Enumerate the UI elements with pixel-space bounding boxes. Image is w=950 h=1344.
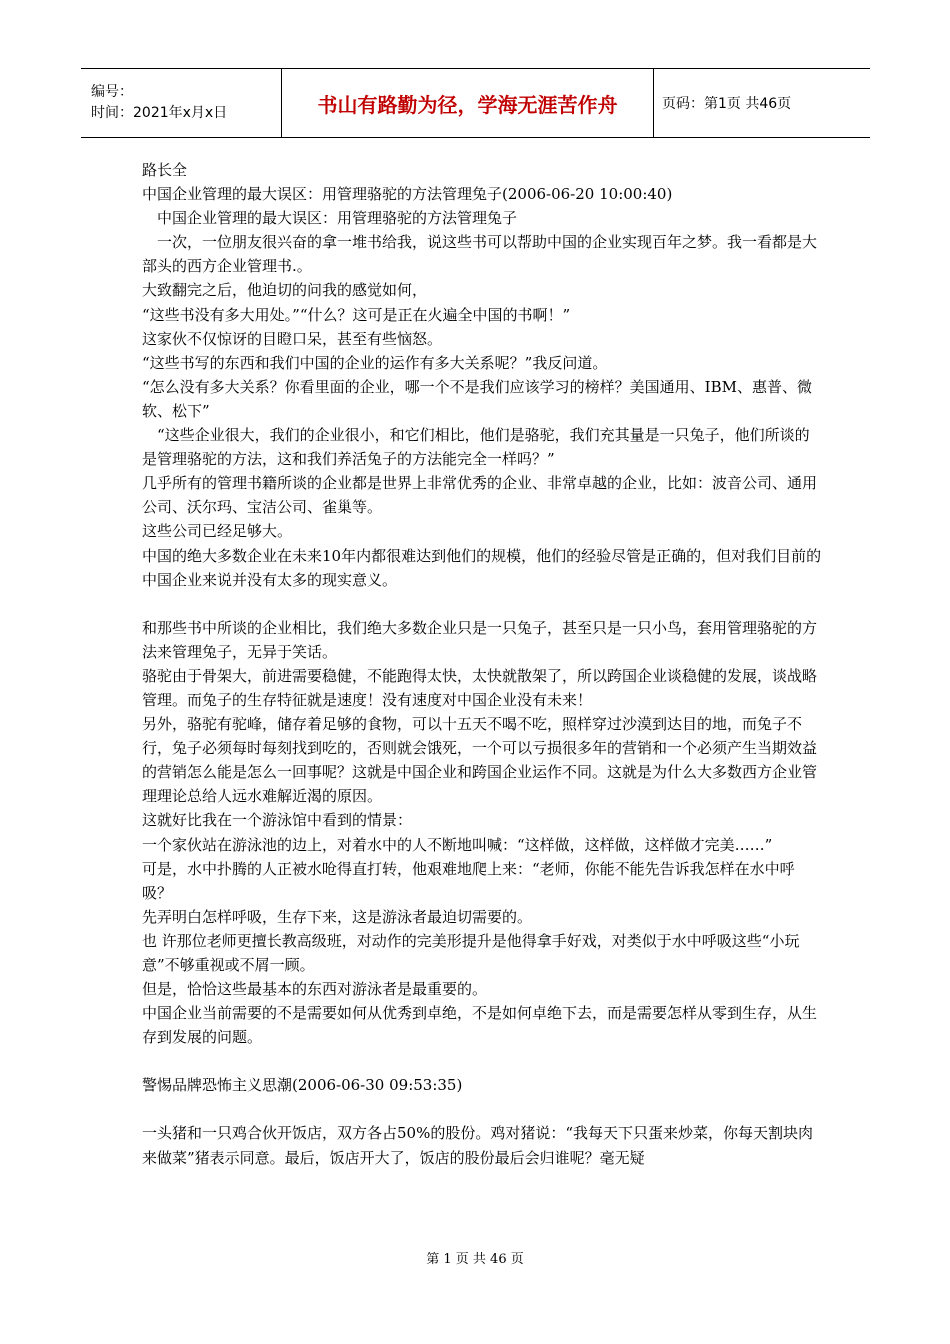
blank-line [142, 592, 822, 616]
paragraph: “这些企业很大，我们的企业很小，和它们相比，他们是骆驼，我们充其量是一只兔子，他们所谈的是管理骆驼的方法，这和我们养活兔子的方法能完全一样吗？” [142, 426, 810, 469]
paragraph: 警惕品牌恐怖主义思潮(2006-06-30 09:53:35) [142, 1076, 463, 1095]
paragraph: 也 许那位老师更擅长教高级班，对动作的完美形提升是他得拿手好戏，对类似于水中呼吸这些“小玩意”不够重视或不屑一顾。 [142, 931, 800, 974]
page-header [81, 68, 870, 138]
document-date: 时间：2021年x月x日 [91, 105, 228, 121]
motto-text: 书山有路勤为径，学海无涯苦作舟 [317, 92, 618, 117]
paragraph: 一次，一位朋友很兴奋的拿一堆书给我，说这些书可以帮助中国的企业实现百年之梦。我一看都是大部头的西方企业管理书.。 [142, 233, 818, 276]
paragraph: 这就好比我在一个游泳馆中看到的情景： [142, 811, 413, 830]
paragraph: 另外，骆驼有驼峰，储存着足够的食物，可以十五天不喝不吃，照样穿过沙漠到达目的地，而兔子不行，兔子必须每时每刻找到吃的，否则就会饿死，一个可以亏损很多年的营销和一个必须产生当期效益的营销怎么能是怎么一回事呢？这就是中国企业和跨国企业运作不同。这就是为什么大多数西方企业管理理论总给人远水难解近渴的原因。 [142, 715, 818, 806]
paragraph: 大致翻完之后，他迫切的问我的感觉如何， [142, 281, 428, 300]
blank-line [142, 1049, 822, 1073]
paragraph: 先弄明白怎样呼吸，生存下来，这是游泳者最迫切需要的。 [142, 907, 533, 926]
paragraph: 路长全 [142, 161, 188, 179]
paragraph: 这家伙不仅惊讶的目瞪口呆，甚至有些恼怒。 [142, 329, 443, 348]
header-meta [81, 69, 282, 137]
header-page-info [654, 69, 870, 137]
paragraph: 骆驼由于骨架大，前进需要稳健，不能跑得太快，太快就散架了，所以跨国企业谈稳健的发展，谈战略管理。而兔子的生存特征就是速度！没有速度对中国企业没有未来！ [142, 666, 818, 709]
paragraph: 几乎所有的管理书籍所谈的企业都是世界上非常优秀的企业、非常卓越的企业，比如：波音公司、通用公司、沃尔玛、宝洁公司、雀巢等。 [142, 474, 818, 517]
document-number-label: 编号： [91, 84, 133, 100]
paragraph: 一个家伙站在游泳池的边上，对着水中的人不断地叫喊：“这样做，这样做，这样做才完美……” [142, 835, 773, 854]
page-info-text: 页码：第1页 共46页 [662, 96, 792, 112]
paragraph: 一头猪和一只鸡合伙开饭店，双方各占50%的股份。鸡对猪说：“我每天下只蛋来炒菜，你每天割块肉来做菜”猪表示同意。最后，饭店开大了，饭店的股份最后会归谁呢？毫无疑 [142, 1124, 814, 1167]
paragraph: 中国企业管理的最大误区：用管理骆驼的方法管理兔子 [142, 209, 518, 228]
paragraph: “怎么没有多大关系？你看里面的企业，哪一个不是我们应该学习的榜样？美国通用、IBM、惠普、微软、松下” [142, 377, 812, 420]
paragraph: 中国的绝大多数企业在未来10年内都很难达到他们的规模，他们的经验尽管是正确的，但对我们目前的中国企业来说并没有太多的现实意义。 [142, 546, 822, 589]
paragraph: “这些书没有多大用处。”“什么？这可是正在火遍全中国的书啊！” [142, 305, 571, 324]
paragraph: 可是，水中扑腾的人正被水呛得直打转，他艰难地爬上来：“老师，你能不能先告诉我怎样在水中呼吸？ [142, 859, 795, 902]
paragraph: 但是，恰恰这些最基本的东西对游泳者是最重要的。 [142, 980, 488, 999]
paragraph: “这些书写的东西和我们中国的企业的运作有多大关系呢？”我反问道。 [142, 353, 608, 372]
paragraph: 这些公司已经足够大。 [142, 522, 293, 541]
header-motto [282, 69, 654, 137]
page-footer: 第 1 页 共 46 页 [426, 1252, 524, 1267]
paragraph: 中国企业当前需要的不是需要如何从优秀到卓绝，不是如何卓绝下去，而是需要怎样从零到生存，从生存到发展的问题。 [142, 1004, 818, 1047]
paragraph: 和那些书中所谈的企业相比，我们绝大多数企业只是一只兔子，甚至只是一只小鸟，套用管理骆驼的方法来管理兔子，无异于笑话。 [142, 618, 818, 661]
document-body [142, 158, 822, 1170]
blank-line [142, 1097, 822, 1121]
paragraph: 中国企业管理的最大误区：用管理骆驼的方法管理兔子(2006-06-20 10:00:40) [142, 185, 673, 204]
